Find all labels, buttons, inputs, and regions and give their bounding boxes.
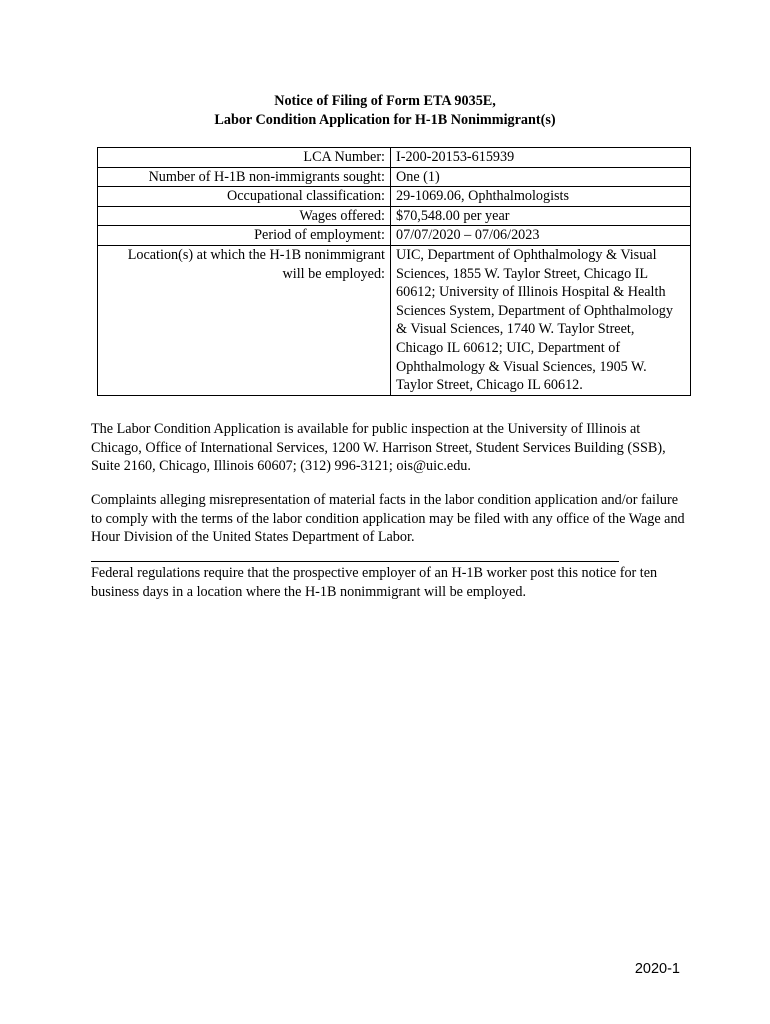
occupation-value: 29-1069.06, Ophthalmologists [391,187,691,207]
lca-details-table [97,147,691,396]
availability-paragraph: The Labor Condition Application is available for public inspection at the University of Illinois at Chicago, Office of International Services, 1200 W. Harrison Street, Student Services Building (SSB), Suite 2160, Chicago, Illinois 60607; (312) 996-3121; ois@uic.edu. [91,421,666,475]
page-title [0,92,770,130]
regulations-paragraph: Federal regulations require that the prospective employer of an H-1B worker post this notice for ten business days in a location where the H-1B nonimmigrant will be employed. [91,565,658,600]
wages-label: Wages offered: [98,206,391,226]
divider-line [91,561,619,562]
table-row-workers-sought [98,167,691,187]
title-line-1: Notice of Filing of Form ETA 9035E, [274,93,496,109]
period-value: 07/07/2020 – 07/06/2023 [391,226,691,246]
workers-sought-label: Number of H-1B non-immigrants sought: [98,167,391,187]
table-row-occupation [98,187,691,207]
table-row-lca-number [98,148,691,168]
table-row-period [98,226,691,246]
table-row-locations [98,245,691,395]
wages-value: $70,548.00 per year [391,206,691,226]
lca-number-value: I-200-20153-615939 [391,148,691,168]
workers-sought-value: One (1) [391,167,691,187]
complaints-paragraph: Complaints alleging misrepresentation of material facts in the labor condition application and/or failure to comply with the terms of the labor condition application may be filed with any office of the Wage and Hour Division of the United States Department of Labor. [91,492,685,546]
occupation-label: Occupational classification: [98,187,391,207]
locations-value: UIC, Department of Ophthalmology & Visual Sciences, 1855 W. Taylor Street, Chicago IL 60612; University of Illinois Hospital & Health Sciences System, Department of Ophthalmology & Visual Sciences, 1740 W. Taylor Street, Chicago IL 60612; UIC, Department of Ophthalmology & Visual Sciences, 1905 W. Taylor Street, Chicago IL 60612. [391,245,691,395]
title-line-2: Labor Condition Application for H-1B Nonimmigrant(s) [214,112,556,128]
table-row-wages [98,206,691,226]
locations-label: Location(s) at which the H-1B nonimmigrant will be employed: [98,245,391,395]
form-version: 2020-1 [634,961,680,977]
lca-number-label: LCA Number: [98,148,391,168]
period-label: Period of employment: [98,226,391,246]
